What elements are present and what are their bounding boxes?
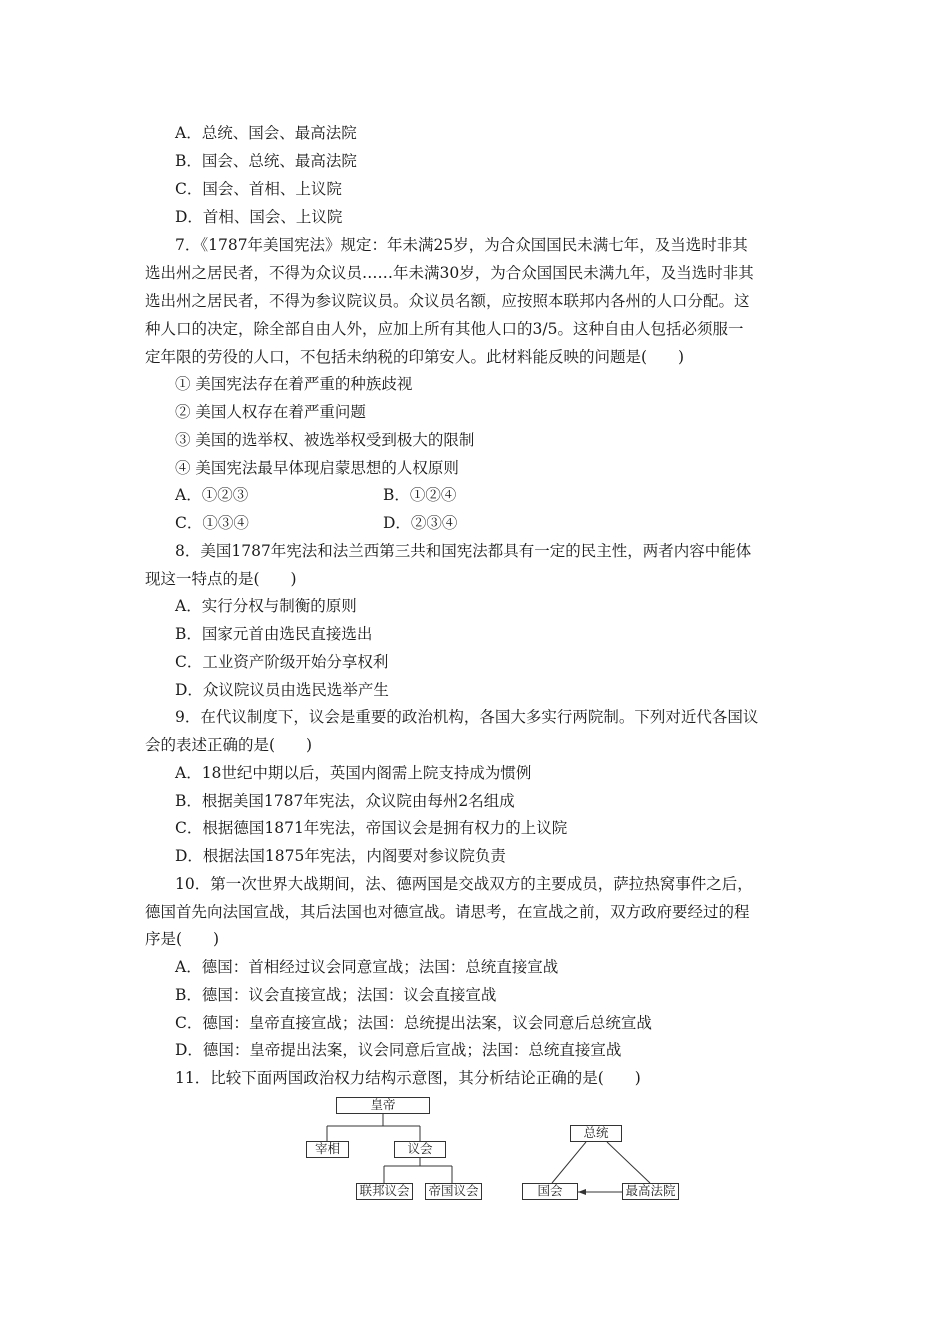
q7-option-a: A．①②③ — [175, 486, 249, 504]
diagram-supreme-court-box: 最高法院 — [622, 1183, 679, 1200]
q10-stem-line-1: 10．第一次世界大战期间，法、德两国是交战双方的主要成员，萨拉热窝事件之后， — [175, 875, 753, 893]
q7-stem-line-3: 选出州之居民者，不得为参议院议员。众议员名额，应按照本联邦内各州的人口分配。这 — [145, 292, 750, 310]
q8-option-d: D．众议院议员由选民选举产生 — [175, 681, 389, 699]
diagram-parliament-box: 议会 — [394, 1141, 446, 1158]
q6-option-a: A．总统、国会、最高法院 — [175, 124, 357, 142]
q9-option-a: A．18世纪中期以后，英国内阁需上院支持成为惯例 — [175, 764, 532, 782]
q8-option-a: A．实行分权与制衡的原则 — [175, 597, 357, 615]
q7-statement-1: ① 美国宪法存在着严重的种族歧视 — [175, 375, 413, 393]
q11-stem: 11．比较下面两国政治权力结构示意图，其分析结论正确的是( ) — [175, 1069, 641, 1087]
q6-option-b: B．国会、总统、最高法院 — [175, 152, 357, 170]
diagram-president-box: 总统 — [570, 1125, 622, 1142]
q7-statement-3: ③ 美国的选举权、被选举权受到极大的限制 — [175, 431, 475, 449]
q7-statement-2: ② 美国人权存在着严重问题 — [175, 403, 366, 421]
q7-stem-line-2: 选出州之居民者，不得为众议员……年未满30岁，为合众国国民未满九年，及当选时非其 — [145, 264, 754, 282]
q8-option-b: B．国家元首由选民直接选出 — [175, 625, 373, 643]
q9-option-b: B．根据美国1787年宪法，众议院由每州2名组成 — [175, 792, 515, 810]
q7-stem-line-1: 7．《1787年美国宪法》规定：年未满25岁，为合众国国民未满七年，及当选时非其 — [175, 236, 748, 254]
q9-stem-line-1: 9．在代议制度下，议会是重要的政治机构，各国大多实行两院制。下列对近代各国议 — [175, 708, 759, 726]
q6-option-d: D．首相、国会、上议院 — [175, 208, 343, 226]
q7-stem-line-5: 定年限的劳役的人口，不包括未纳税的印第安人。此材料能反映的问题是( ) — [145, 348, 685, 366]
q10-stem-line-2: 德国首先向法国宣战，其后法国也对德宣战。请思考，在宣战之前，双方政府要经过的程 — [145, 903, 750, 921]
q7-statement-4: ④ 美国宪法最早体现启蒙思想的人权原则 — [175, 459, 459, 477]
q10-option-a: A．德国：首相经过议会同意宣战；法国：总统直接宣战 — [175, 958, 559, 976]
q10-option-b: B．德国：议会直接宣战；法国：议会直接宣战 — [175, 986, 497, 1004]
q7-stem-line-4: 种人口的决定，除全部自由人外，应加上所有其他人口的3/5。这种自由人包括必须服一 — [145, 320, 744, 338]
q10-stem-line-3: 序是( ) — [145, 930, 220, 948]
q6-option-c: C．国会、首相、上议院 — [175, 180, 342, 198]
diagram-reichstag-box: 帝国议会 — [425, 1183, 482, 1200]
q9-option-c: C．根据德国1871年宪法，帝国议会是拥有权力的上议院 — [175, 819, 568, 837]
q10-option-d: D．德国：皇帝提出法案，议会同意后宣战；法国：总统直接宣战 — [175, 1041, 622, 1059]
q9-stem-line-2: 会的表述正确的是( ) — [145, 736, 313, 754]
diagram-congress-box: 国会 — [522, 1183, 578, 1200]
diagram-emperor-box: 皇帝 — [336, 1097, 430, 1114]
q8-option-c: C．工业资产阶级开始分享权利 — [175, 653, 389, 671]
q8-stem-line-1: 8．美国1787年宪法和法兰西第三共和国宪法都具有一定的民主性，两者内容中能体 — [175, 542, 752, 560]
diagram-bundesrat-box: 联邦议会 — [356, 1183, 413, 1200]
q7-option-b: B．①②④ — [383, 486, 457, 504]
q7-option-d: D．②③④ — [383, 514, 458, 532]
diagram-chancellor-box: 宰相 — [306, 1141, 349, 1158]
q9-option-d: D．根据法国1875年宪法，内阁要对参议院负责 — [175, 847, 506, 865]
q10-option-c: C．德国：皇帝直接宣战；法国：总统提出法案，议会同意后总统宣战 — [175, 1014, 652, 1032]
q8-stem-line-2: 现这一特点的是( ) — [145, 570, 297, 588]
q7-option-c: C．①③④ — [175, 514, 249, 532]
